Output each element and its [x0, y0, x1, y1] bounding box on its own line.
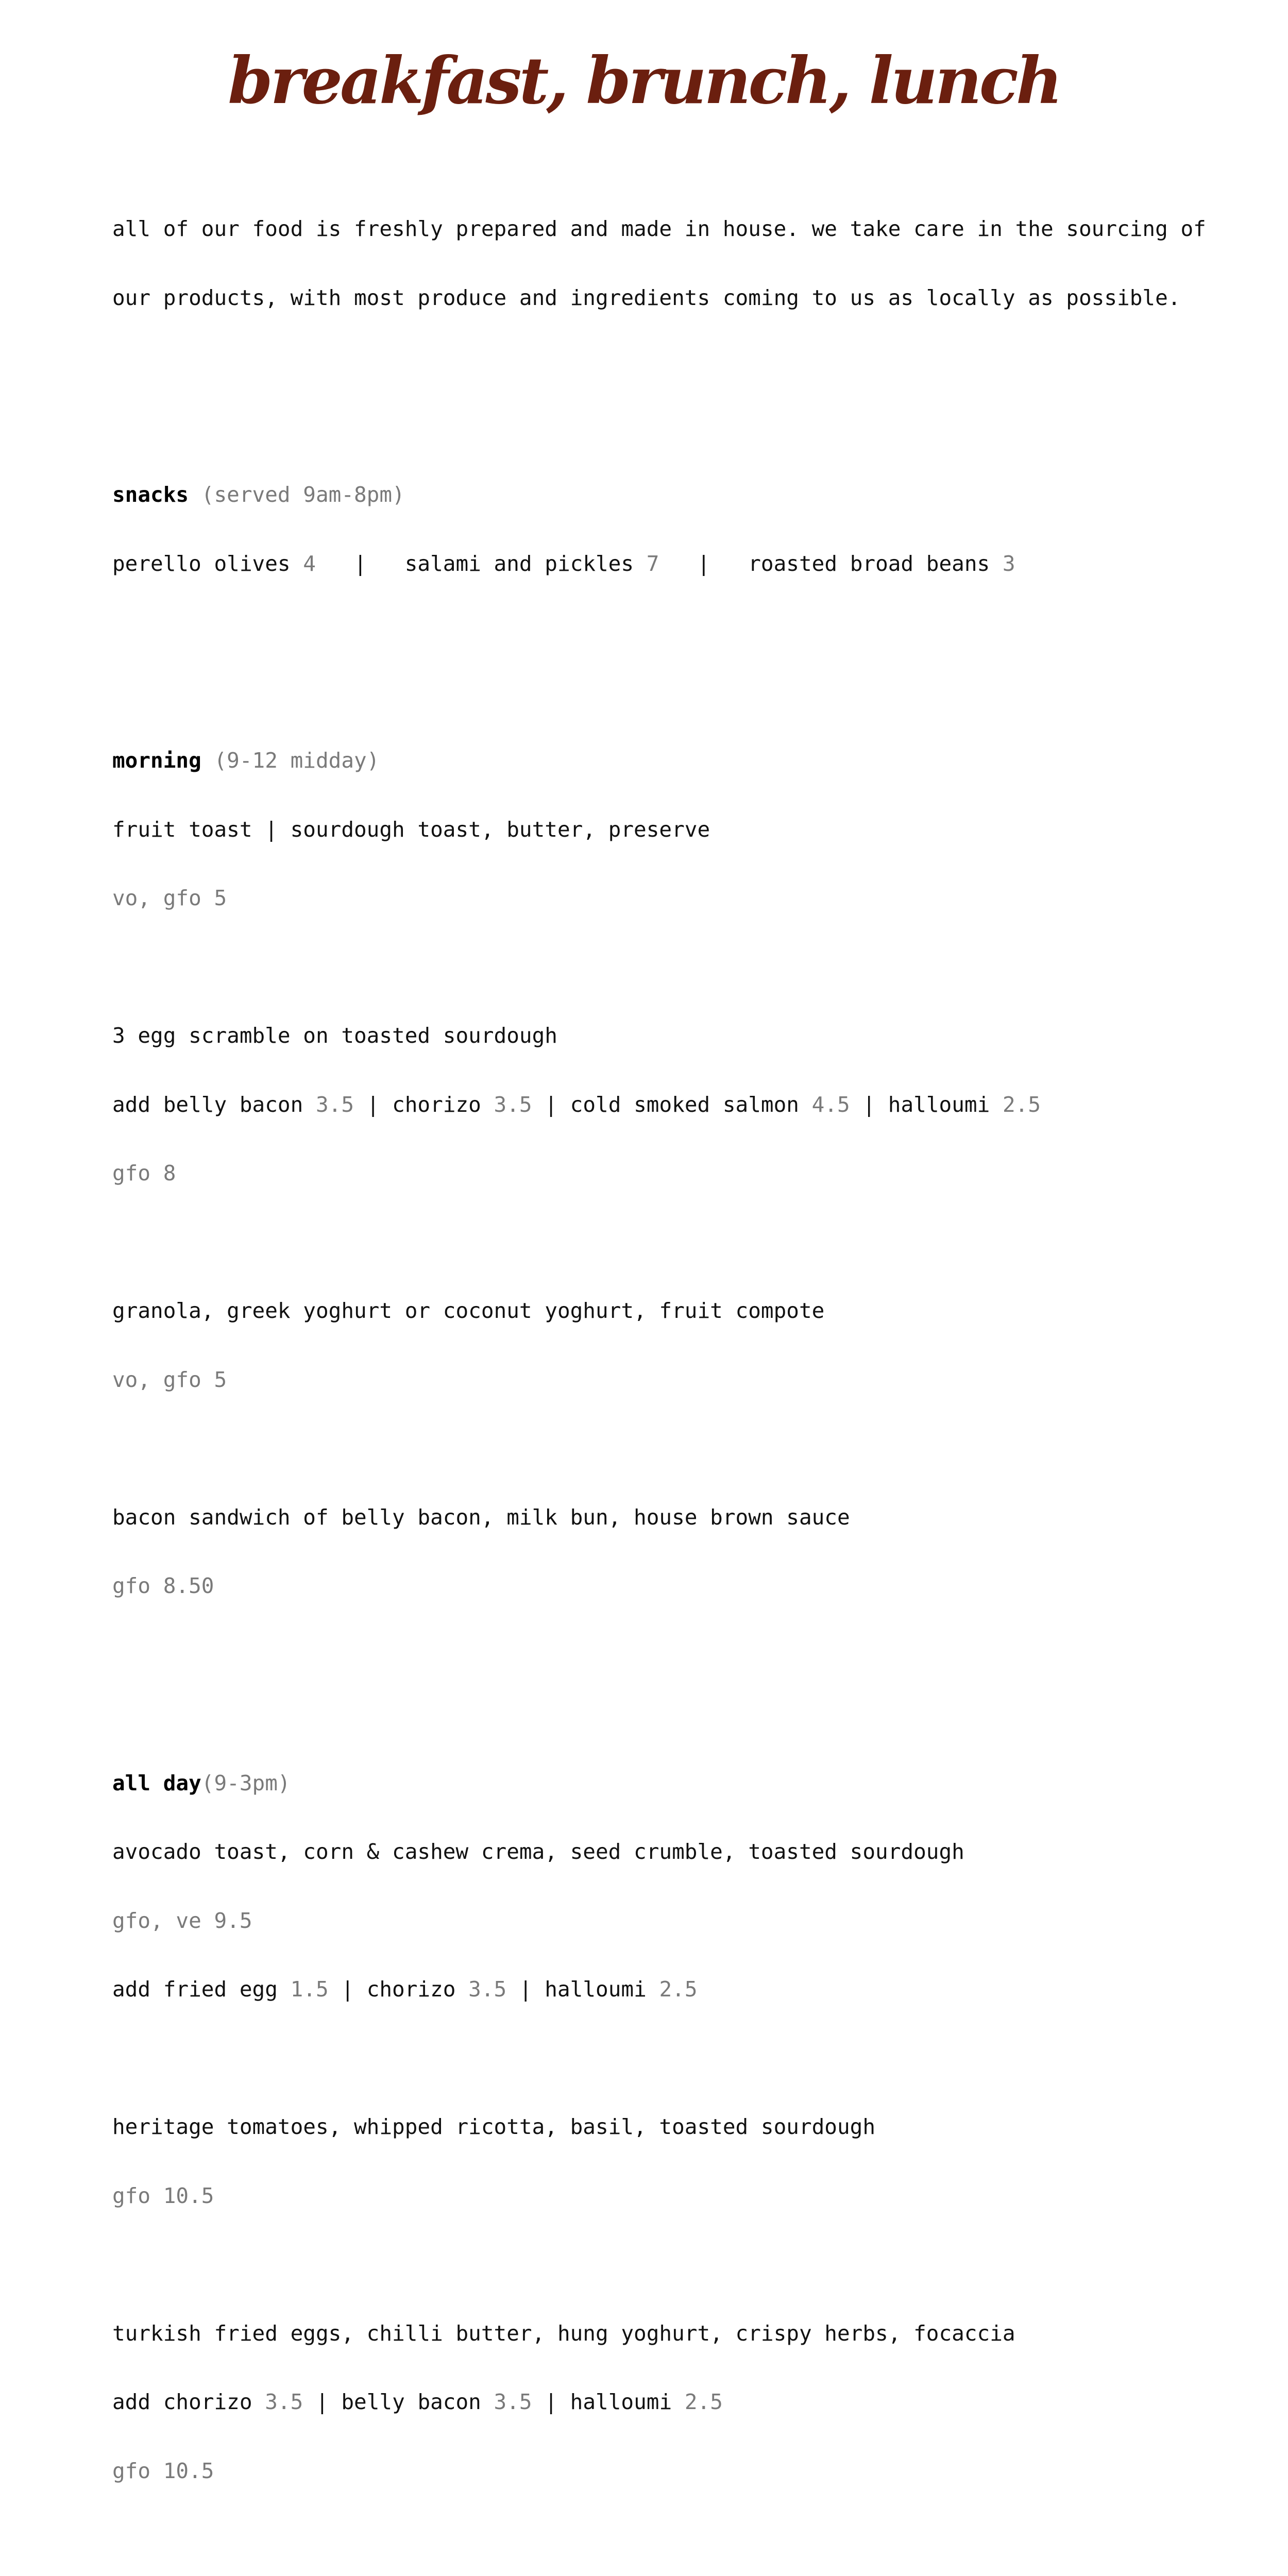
item-price: 3 — [1002, 551, 1015, 576]
section-heading-morning — [112, 749, 1261, 772]
section-title: all day — [112, 1770, 201, 1795]
menu-item-snacks — [112, 552, 1261, 575]
item-name: fruit toast | sourdough toast, butter, preserve — [112, 817, 710, 842]
item-price: gfo 10.5 — [112, 2183, 214, 2208]
section-title: snacks — [112, 482, 189, 507]
item-price: 7 — [646, 551, 659, 576]
item-name: perello olives — [112, 551, 303, 576]
item-name: | roasted broad beans — [659, 551, 1003, 576]
section-hours: (9-12 midday) — [201, 748, 380, 773]
item-name: granola, greek yoghurt or coconut yoghurt, fruit compote — [112, 1298, 825, 1323]
menu-title: breakfast, brunch, lunch — [228, 43, 1060, 118]
item-price: 4 — [303, 551, 316, 576]
intro-line: all of our food is freshly prepared and made in house. we take care in the sourcing of — [112, 216, 1206, 241]
section-title: morning — [112, 748, 201, 773]
item-price: vo, gfo 5 — [112, 886, 227, 910]
section-hours: (9-3pm) — [201, 1770, 291, 1795]
section-heading-snacks — [112, 483, 1261, 506]
item-name: 3 egg scramble on toasted sourdough — [112, 1023, 557, 1048]
menu-content — [112, 172, 1261, 2576]
item-name: heritage tomatoes, whipped ricotta, basil, toasted sourdough — [112, 2114, 876, 2139]
item-price: gfo, ve 9.5 — [112, 1908, 252, 1933]
item-name: bacon sandwich of belly bacon, milk bun, house brown sauce — [112, 1504, 850, 1530]
section-hours: (served 9am-8pm) — [189, 482, 405, 507]
item-name: turkish fried eggs, chilli butter, hung yoghurt, crispy herbs, focaccia — [112, 2320, 1015, 2346]
item-name: avocado toast, corn & cashew crema, seed crumble, toasted sourdough — [112, 1839, 964, 1864]
item-price: gfo 8 — [112, 1161, 176, 1185]
item-price: gfo 8.50 — [112, 1573, 214, 1598]
item-addons: add belly bacon 3.5 | chorizo 3.5 | cold smoked salmon 4.5 | halloumi 2.5 — [112, 1092, 1041, 1117]
item-price: vo, gfo 5 — [112, 1367, 227, 1392]
intro-line: our products, with most produce and ingredients coming to us as locally as possible. — [112, 285, 1181, 310]
item-price: gfo 10.5 — [112, 2458, 214, 2483]
item-addons: add chorizo 3.5 | belly bacon 3.5 | halloumi 2.5 — [112, 2389, 723, 2414]
item-name: | salami and pickles — [315, 551, 647, 576]
section-heading-all-day — [112, 1772, 1261, 1795]
item-addons: add fried egg 1.5 | chorizo 3.5 | halloumi 2.5 — [112, 1977, 698, 2002]
